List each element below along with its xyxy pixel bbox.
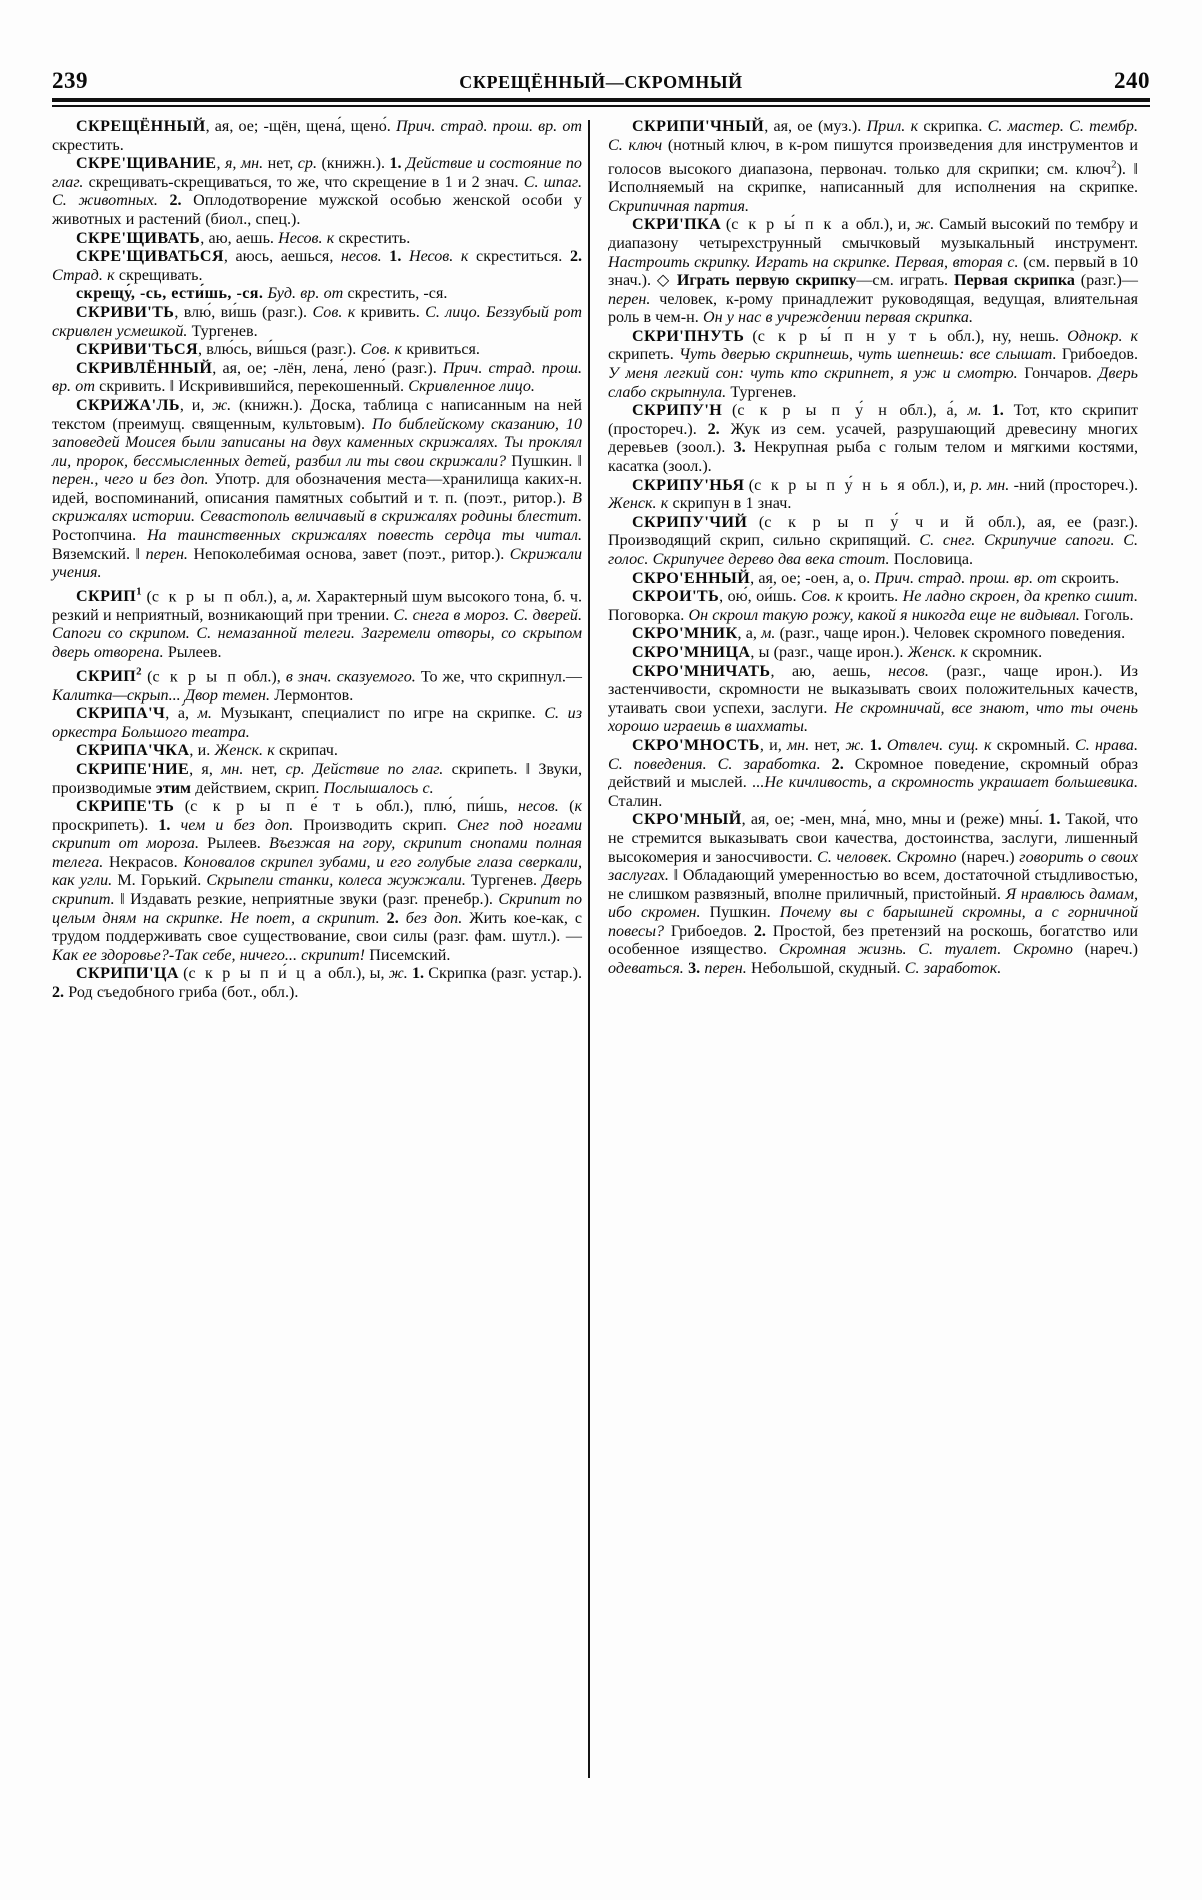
headword: СКРЕЩЁННЫЙ (76, 118, 206, 135)
dict-entry-skroennyy (608, 570, 1138, 589)
dict-entry-skripenie (52, 761, 582, 798)
dict-entry-skripet (52, 798, 582, 965)
dict-entry-skrivitsya (52, 341, 582, 360)
entry-body: (с к р ы п и́ ц а обл.), ы, ж. 1. Скрипка (разг. устар.). 2. Род съедобного гриба (бот., обл.). (52, 965, 582, 1002)
entry-body: , а́, м. Музыкант, специалист по игре на скрипке. С. из оркестра Большого театра. (52, 705, 582, 741)
entry-body: , ая, ое; -мен, мна́, мно, мны и (реже) мны́. 1. Такой, что не стремится выказывать свои качества, достоинства, заслуги, лишенный высокомерия и заносчивости. С. человек. Скромно (нареч.) говорить о своих заслугах. ‖ Обладающий умеренностью во всем, достаточной стыдливостью, не слишком развязный, вполне приличный, пристойный. Я нравлюсь дамам, ибо скромен. Пушкин. Почему вы с барышней скромны, а с горничной повесы? Грибоедов. 2. Простой, без претензий на роскошь, богатство или особенное изящество. Скромная жизнь. С. туалет. Скромно (нареч.) одеваться. 3. перен. Небольшой, скудный. С. заработок. (608, 811, 1138, 978)
headword: скрещу́, -сь, ести́шь, -ся. (76, 285, 264, 303)
headword: СКРИВИ'ТЬСЯ (76, 341, 198, 359)
headword: СКРИПИ'ЧНЫЙ (632, 118, 765, 135)
dict-entry-skroit (608, 588, 1138, 625)
dict-entry-skromnik (608, 625, 1138, 644)
body-columns (52, 118, 1150, 1778)
dict-entry-skreshchivat (52, 230, 582, 249)
dict-entry-skrivit (52, 304, 582, 341)
headword: СКРИВЛЁННЫЙ (76, 359, 213, 377)
entry-body: , я, мн. нет, ср. (книжн.). 1. Действие и состояние по глаг. скрещивать-скрещиваться, то же, что скрещение в 1 и 2 знач. С. шпаг. С. животных. 2. Оплодотворение мужской особью женской особи у животных и растений (биол., спец.). (52, 155, 582, 228)
entry-body: , аю, аешь, несов. (разг., чаще ирон.). Из застенчивости, скромности не выказывать своих положительных качеств, утаивать свои успехи, заслуги. Не скромничай, все знают, что ты очень хорошо играешь в шахматы. (608, 662, 1138, 736)
dict-entry-skreshchivanie (52, 155, 582, 229)
headword: СКРО'МНИЧАТЬ (632, 662, 771, 680)
entry-body: (с к р ы п е́ т ь обл.), плю́, пи́шь, несов. (к проскрипеть). 1. чем и без доп. Производить скрип. Снег под ногами скрипит от мороза. Рылеев. Въезжая на гору, скрипит снопами полная телега. Некрасов. Коновалов скрипел зубами, и его голубые глаза сверкали, как угли. М. Горький. Скрыпели станки, колеса жужжали. Тургенев. Дверь скрипит. ‖ Издавать резкие, неприятные звуки (разг. пренебр.). Скрипит по целым дням на скрипке. Не поет, а скрипит. 2. без доп. Жить кое-как, с трудом поддерживать свое существование, свои силы (разг. фам. шутл.). —Как ее здоровье?-Так себе, ничего... скрипит! Писемский. (52, 798, 583, 964)
headword: СКРИПУ'Н (632, 402, 723, 420)
dict-entry-skrizhal (52, 397, 582, 583)
page-header (52, 58, 1150, 92)
dict-entry-skripitsa (52, 965, 582, 1002)
entry-body: , и, мн. нет, ж. 1. Отвлеч. сущ. к скромный. С. нрава. С. поведения. С. заработка. 2. Скромное поведение, скромный образ действий и мыслей. ...Не кичливость, а скромность украшает большевика. Сталин. (608, 736, 1139, 810)
entry-body: , ая, ое (муз.). Прил. к скрипка. С. мастер. С. тембр. С. ключ (нотный ключ, в к-ром пишутся произведения для инструментов и голосов высокого диапазона, первонач. только для скрипки; см. ключ$^2$). ‖ Исполняемый на скрипке, написанный для исполнения на скрипке. Скрипичная партия. (608, 118, 1139, 215)
headword: СКРО'МНЫЙ (632, 811, 742, 829)
dict-entry-skromnost (608, 737, 1138, 811)
entry-body: , ы (разг., чаще ирон.). Женск. к скромник. (750, 643, 1043, 661)
entry-body: , ая, ое; -оен, а, о. Прич. страд. прош. вр. от скроить. (750, 569, 1120, 587)
headword: СКРИПИ'ЦА (76, 965, 179, 983)
entry-body: , а, м. (разг., чаще ирон.). Человек скромного поведения. (737, 625, 1126, 643)
running-head: СКРЕЩЁННЫЙ—СКРОМНЫЙ (459, 72, 743, 92)
dict-entry-skrip2 (52, 663, 582, 706)
entry-body: Буд. вр. от скрестить, -ся. (267, 285, 448, 303)
dict-entry-skripichnyy (608, 118, 1138, 216)
headword: СКРИП$^2$ (76, 665, 143, 685)
headword: СКРЕ'ЩИВАТЬСЯ (76, 248, 224, 266)
headword: СКРИП$^1$ (76, 585, 143, 606)
headword: СКРОИ'ТЬ (632, 588, 720, 606)
dict-entry-skripuchiy (608, 514, 1138, 570)
dict-entry-skrip1 (52, 583, 582, 663)
headword: СКРИПЕ'ТЬ (76, 798, 175, 816)
entry-body: (с к р ы п обл.), а, м. Характерный шум высокого тона, б. ч. резкий и неприятный, возникающий при трении. С. снега в мороз. С. дверей. Сапоги со скрипом. С. немазанной телеги. Загремели отворы, со скрыпом дверь отворена. Рылеев. (52, 588, 582, 661)
headword: СКРИПУ'НЬЯ (632, 476, 745, 494)
column-left (52, 118, 588, 1778)
dict-entry-skromnichat (608, 663, 1138, 737)
headword: СКРИЖА'ЛЬ (76, 396, 180, 414)
entry-body: , ою́, ои́шь. Сов. к кроить. Не ладно скроен, да крепко сшит. Поговорка. Он скроил такую рожу, какой я никогда еще не видывал. Гоголь. (608, 588, 1139, 624)
headword: СКРИПУ'ЧИЙ (632, 513, 748, 531)
dict-entry-skreshchu (52, 285, 582, 304)
headword: СКРЕ'ЩИВАНИЕ (76, 155, 217, 173)
dict-entry-skripach (52, 705, 582, 742)
dict-entry-skripka (608, 216, 1138, 328)
dict-entry-skromnitsa (608, 644, 1138, 663)
entry-body: , я, мн. нет, ср. Действие по глаг. скрипеть. ‖ Звуки, производимые этим действием, скрип. Послышалось с. (52, 760, 582, 797)
entry-body: , аюсь, аешься, несов. 1. Несов. к скреститься. 2. Страд. к скрещивать. (52, 248, 583, 284)
diamond-icon: ◇ (656, 272, 671, 290)
entry-body: , аю, аешь. Несов. к скрестить. (200, 229, 411, 247)
entry-body: , ая, ое; -лён, лена́, лено́ (разг.). Прич. страд. прош. вр. от скривить. ‖ Искривившийся, перекошенный. Скривленное лицо. (52, 359, 583, 396)
dict-entry-skripunya (608, 477, 1138, 514)
entry-body: , влю́, ви́шь (разг.). Сов. к кривить. С. лицо. Беззубый рот скривлен усмешкой. Тургенев. (52, 303, 582, 340)
entry-body: , ая, ое; -щён, щена́, щено́. Прич. страд. прош. вр. от скрестить. (52, 118, 582, 154)
dict-entry-skripnut (608, 328, 1138, 402)
headword: СКРО'МНОСТЬ (632, 736, 760, 754)
entry-body: , влю́сь, ви́шься (разг.). Сов. к кривиться. (197, 341, 480, 359)
headword: СКРИПА'Ч (76, 705, 166, 723)
headword: СКРО'МНИЦА (632, 643, 751, 661)
entry-body: (с к р ы п у́ н ь я обл.), и, р. мн. -ний (простореч.). Женск. к скрипун в 1 знач. (608, 476, 1138, 513)
headword: СКРИ'ПНУТЬ (632, 327, 745, 345)
headword: СКРО'МНИК (632, 625, 738, 643)
dict-entry-skrivlyonnyy (52, 360, 582, 397)
headword: СКРИПА'ЧКА (76, 742, 190, 760)
dict-entry-skripachka (52, 742, 582, 761)
folio-right: 240 (1114, 68, 1150, 93)
dict-entry-skreshchyonnyy (52, 118, 582, 155)
entry-body: (с к р ы п обл.), в знач. сказуемого. То же, что скрипнул.—Калитка—скрып... Двор темен. Лермонтов. (52, 667, 583, 704)
dict-entry-skripun (608, 402, 1138, 476)
entry-body: , и. Женск. к скрипач. (189, 742, 338, 760)
entry-body: (с к р ы п у́ ч и й обл.), ая, ее (разг.). Производящий скрип, сильно скрипящий. С. снег. Скрипучие сапоги. С. голос. Скрипучее дерево два века стоит. Пословица. (608, 513, 1138, 569)
folio-left: 239 (52, 68, 88, 93)
entry-body: (с к р ы́ п к а обл.), и, ж. Самый высокий по тембру и диапазону четырехструнный смычковый музыкальный инструмент. Настроить скрипку. Играть на скрипке. Первая, вторая с. (см. первый в 10 знач.). ◇ Играть первую скрипку—см. играть. Первая скрипка (разг.)—перен. человек, к-рому принадлежит руководящая, ведущая, влиятельная роль в чем-н. Он у нас в учреждении первая скрипка. (608, 216, 1139, 327)
entry-body: (с к р ы п у́ н обл.), а́, м. 1. Тот, кто скрипит (простореч.). 2. Жук из сем. усачей, разрушающий древесину многих деревьев (зоол.). 3. Некрупная рыба с голым телом и мягкими костями, касатка (зоол.). (608, 402, 1139, 476)
dict-entry-skreshchivatsya (52, 248, 582, 285)
header-rule-thin (52, 105, 1150, 107)
dict-entry-skromnyy (608, 811, 1138, 978)
headword: СКРИПЕ'НИЕ (76, 760, 190, 778)
headword: СКРИВИ'ТЬ (76, 303, 175, 321)
entry-body: , и, ж. (книжн.). Доска, таблица с написанным на ней текстом (преимущ. священным, культовым). По библейскому сказанию, 10 заповедей Моисея были записаны на двух каменных скрижалях. Ты проклял ли, пророк, бессмысленных детей, разбил ли ты свои скрижали? Пушкин. ‖ перен., чего и без доп. Употр. для обозначения места—хранилища каких-н. идей, воспоминаний, описания памятных событий и т. п. (поэт., ритор.). В скрижалях истории. Севастополь величавый в скрижалях родины блестит. Ростопчина. На таинственных скрижалях повесть сердца ты читал. Вяземский. ‖ перен. Непоколебимая основа, завет (поэт., ритор.). Скрижали учения. (52, 396, 583, 582)
column-right (590, 118, 1138, 1778)
entry-body: (с к р ы́ п н у т ь обл.), ну, нешь. Однокр. к скрипеть. Чуть дверью скрипнешь, чуть шепнешь: все слышат. Грибоедов. У меня легкий сон: чуть кто скрипнет, я уж и смотрю. Гончаров. Дверь слабо скрыпнула. Тургенев. (608, 327, 1138, 401)
headword: СКРИ'ПКА (632, 216, 722, 234)
headword: СКРЕ'ЩИВАТЬ (76, 229, 201, 247)
header-rule-thick (52, 98, 1150, 102)
headword: СКРО'ЕННЫЙ (632, 569, 751, 587)
